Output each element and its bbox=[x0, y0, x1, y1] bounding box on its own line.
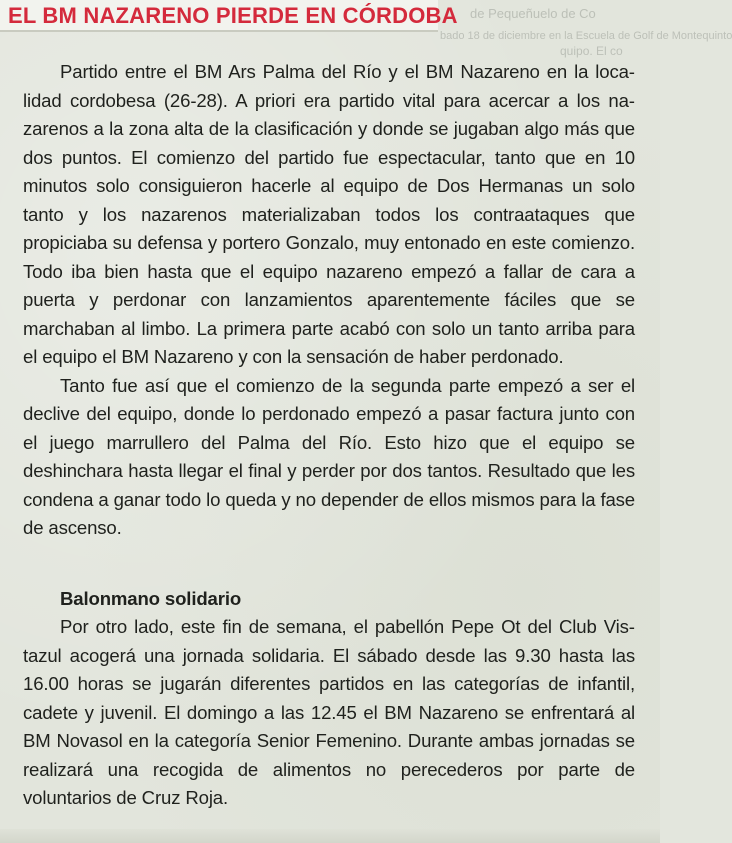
article-body bbox=[23, 58, 635, 813]
article-subheading: Balonmano solidario bbox=[60, 587, 242, 609]
article-headline: EL BM NAZARENO PIERDE EN CÓRDOBA bbox=[8, 3, 458, 28]
article-paragraph: Tanto fue así que el comienzo de la segunda parte empezó a ser el declive del equipo, donde lo perdonado empezó a pasar factura junto con el juego marrullero del Palma del Río. Esto hizo que el equipo se deshinchara hasta llegar el final y perder por dos tantos. Resultado que les condena a ganar todo lo queda y no depender de ellos mismos para la fase de ascenso. bbox=[23, 374, 635, 538]
article-paragraph: Por otro lado, este fin de semana, el pabellón Pepe Ot del Club Vistazul acogerá una jornada solidaria. El sábado desde las 9.30 hasta las 16.00 horas se jugarán diferentes partidos en las categorías de infantil, cadete y juvenil. El domingo a las 12.45 el BM Nazareno se enfrentará al BM Novasol en la categoría Senior Femenino. Durante ambas jornadas se realizará una recogida de alimentos no perecederos por parte de voluntarios de Cruz Roja. bbox=[23, 616, 635, 808]
page-bottom-edge bbox=[0, 829, 660, 843]
bleed-through-text: quipo. El co bbox=[560, 44, 623, 58]
bleed-through-text: de Pequeñuelo de Co bbox=[470, 6, 596, 21]
article-paragraph: Partido entre el BM Ars Palma del Río y el BM Nazareno en la localidad cordobesa (26-28). A priori era partido vital para acercar a los nazarenos a la zona alta de la clasificación y donde se jugaban algo más que dos puntos. El comienzo del partido fue espectacular, tanto que en 10 minutos solo consiguieron hacerle al equipo de Dos Hermanas un solo tanto y los nazarenos materializaban todos los contraataques que propiciaba su defensa y portero Gonzalo, muy entonado en este comienzo. Todo iba bien hasta que el equipo nazareno empezó a fallar de cara a puerta y perdonar con lanzamientos aparentemente fáciles que se marchaban al limbo. La primera parte acabó con solo un tanto arriba para el equipo el BM Nazareno y con la sensación de haber perdonado. bbox=[23, 61, 635, 367]
bleed-through-text: bado 18 de diciembre en la Escuela de Golf de Montequinto bbox=[440, 30, 732, 42]
headline-banner bbox=[0, 0, 458, 32]
